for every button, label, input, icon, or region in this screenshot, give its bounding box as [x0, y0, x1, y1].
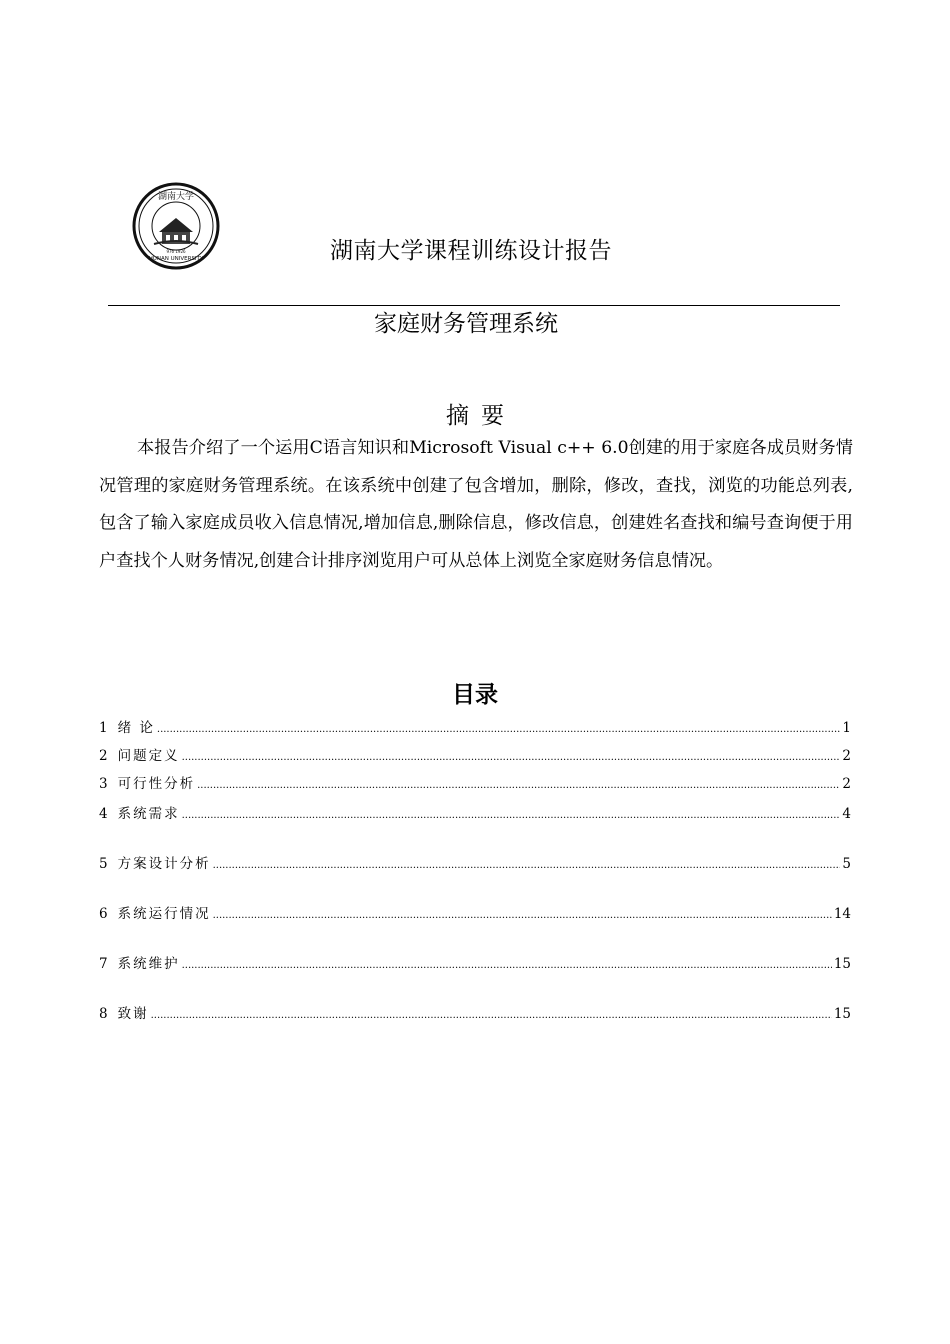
toc-entry-title: 可行性分析	[117, 776, 196, 792]
seal-year: 976 1926	[166, 249, 186, 254]
toc-entry-number: 1	[99, 720, 110, 736]
toc-entry-number: 2	[99, 748, 110, 764]
seal-text-cn: 湖南大学	[157, 192, 195, 202]
toc-leader-dots	[213, 860, 841, 872]
toc-entry-title: 系统维护	[117, 956, 180, 972]
toc-entry-number: 7	[99, 956, 110, 972]
report-title: 湖南大学课程训练设计报告	[330, 238, 612, 264]
abstract-text: 本报告介绍了一个运用C语言知识和Microsoft Visual c++ 6.0创建的用于家庭各成员财务情况管理的家庭财务管理系统。在该系统中创建了包含增加，删除，修改，查找，浏览的功能总列表,包含了输入家庭成员收入信息情况,增加信息,删除信息，修改信息，创建姓名查找和编号查询便于用户查找个人财务情况,创建合计排序浏览用户可从总体上浏览全家庭财务信息情况。	[99, 438, 853, 571]
toc-leader-dots	[182, 752, 841, 764]
toc-entry-title: 问题定义	[117, 748, 180, 764]
toc-leader-dots	[151, 1010, 832, 1022]
toc-entry-page: 2	[842, 776, 851, 792]
svg-text:湖南大学	[158, 190, 194, 202]
toc-leader-dots	[182, 810, 841, 822]
university-seal-logo	[132, 182, 220, 270]
toc-entry-page: 15	[833, 956, 851, 972]
toc-entry[interactable]	[99, 852, 851, 872]
toc-entry[interactable]	[99, 802, 851, 822]
seal-text-en: HUNAN UNIVERSITY	[148, 256, 204, 262]
toc-entry-title: 方案设计分析	[117, 856, 211, 872]
toc-entry-page: 5	[842, 856, 851, 872]
toc-entry[interactable]	[99, 952, 851, 972]
toc-entry-number: 5	[99, 856, 110, 872]
toc-entry-page: 14	[833, 906, 851, 922]
toc-entry-page: 15	[833, 1006, 851, 1022]
toc-entry[interactable]	[99, 772, 851, 792]
toc-entry-number: 8	[99, 1006, 110, 1022]
toc-leader-dots	[213, 910, 832, 922]
system-title: 家庭财务管理系统	[374, 311, 558, 337]
toc-entry-number: 4	[99, 806, 110, 822]
toc-entry-page: 4	[842, 806, 851, 822]
toc-entry[interactable]	[99, 1002, 851, 1022]
toc-entry-title: 绪 论	[117, 720, 155, 736]
toc-entry[interactable]	[99, 716, 851, 736]
toc-heading: 目录	[452, 682, 498, 708]
toc-entry-page: 2	[842, 748, 851, 764]
abstract-heading: 摘要	[446, 403, 516, 429]
toc-entry-number: 6	[99, 906, 110, 922]
toc-leader-dots	[157, 724, 841, 736]
svg-text:HUNAN UNIVERSITY	[149, 256, 204, 262]
toc-leader-dots	[182, 960, 832, 972]
toc-entry[interactable]	[99, 744, 851, 764]
svg-text:976 1926	[166, 249, 186, 254]
toc-entry-page: 1	[842, 720, 851, 736]
toc-leader-dots	[197, 780, 840, 792]
toc-entry-title: 系统需求	[117, 806, 180, 822]
toc-entry-title: 系统运行情况	[117, 906, 211, 922]
toc-entry-number: 3	[99, 776, 110, 792]
toc-entry-title: 致谢	[117, 1006, 149, 1022]
toc-entry[interactable]	[99, 902, 851, 922]
